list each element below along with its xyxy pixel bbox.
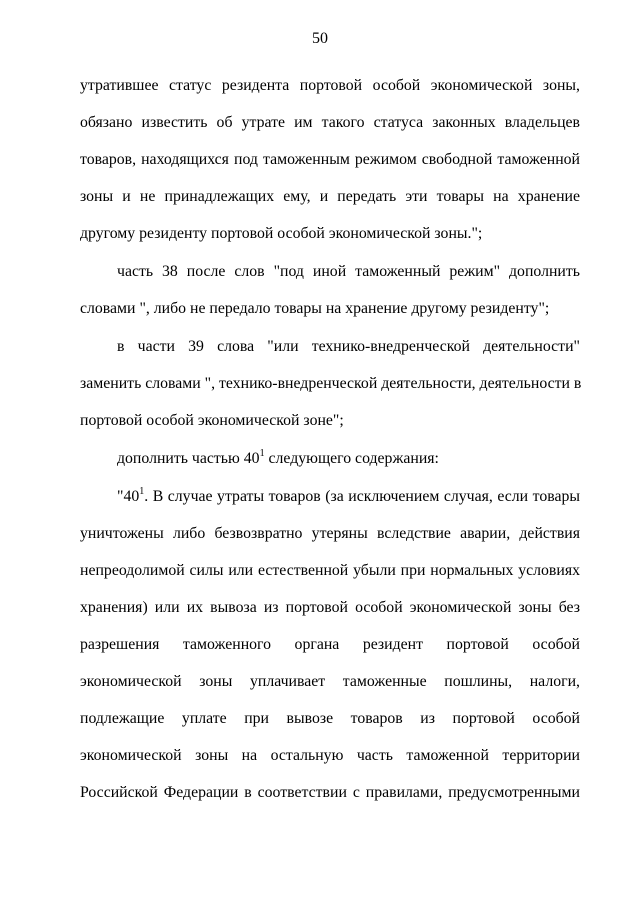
text-line: обязано известить об утрате им такого статуса законных владельцев: [80, 114, 580, 131]
text-fragment: следующего содержания:: [264, 450, 439, 467]
page-number: 50: [312, 30, 328, 47]
text-line: Российской Федерации в соответствии с правилами, предусмотренными: [80, 784, 580, 801]
text-line: [117, 487, 580, 507]
text-fragment: дополнить частью 40: [117, 450, 260, 467]
text-line: товаров, находящихся под таможенным режимом свободной таможенной: [80, 151, 580, 168]
text-line: хранения) или их вывоза из портовой особой экономической зоны без: [80, 599, 580, 616]
text-line: экономической зоны уплачивает таможенные пошлины, налоги,: [80, 673, 580, 690]
text-line: часть 38 после слов "под иной таможенный режим" дополнить: [117, 263, 580, 280]
text-line: словами ", либо не передало товары на хранение другому резиденту";: [80, 300, 550, 317]
text-line: другому резиденту портовой особой экономической зоны.";: [80, 225, 483, 242]
text-line: в части 39 слова "или технико-внедренческой деятельности": [117, 338, 580, 355]
text-line: портовой особой экономической зоне";: [80, 412, 344, 429]
text-line: разрешения таможенного органа резидент портовой особой: [80, 636, 580, 653]
text-line: утратившее статус резидента портовой особой экономической зоны,: [80, 77, 580, 94]
text-line: [117, 449, 580, 469]
text-line: заменить словами ", технико-внедренческой деятельности, деятельности в: [80, 375, 582, 392]
superscript: 1: [259, 448, 265, 459]
text-line: зоны и не принадлежащих ему, и передать эти товары на хранение: [80, 188, 580, 205]
text-line: непреодолимой силы или естественной убыли при нормальных условиях: [80, 562, 580, 579]
text-fragment: "40: [117, 488, 140, 505]
text-line: уничтожены либо безвозвратно утеряны вследствие аварии, действия: [80, 525, 580, 542]
superscript: 1: [139, 486, 145, 497]
text-fragment: . В случае утраты товаров (за исключением случая, если товары: [144, 488, 580, 505]
text-line: подлежащие уплате при вывозе товаров из портовой особой: [80, 710, 580, 727]
text-line: экономической зоны на остальную часть таможенной территории: [80, 747, 580, 764]
